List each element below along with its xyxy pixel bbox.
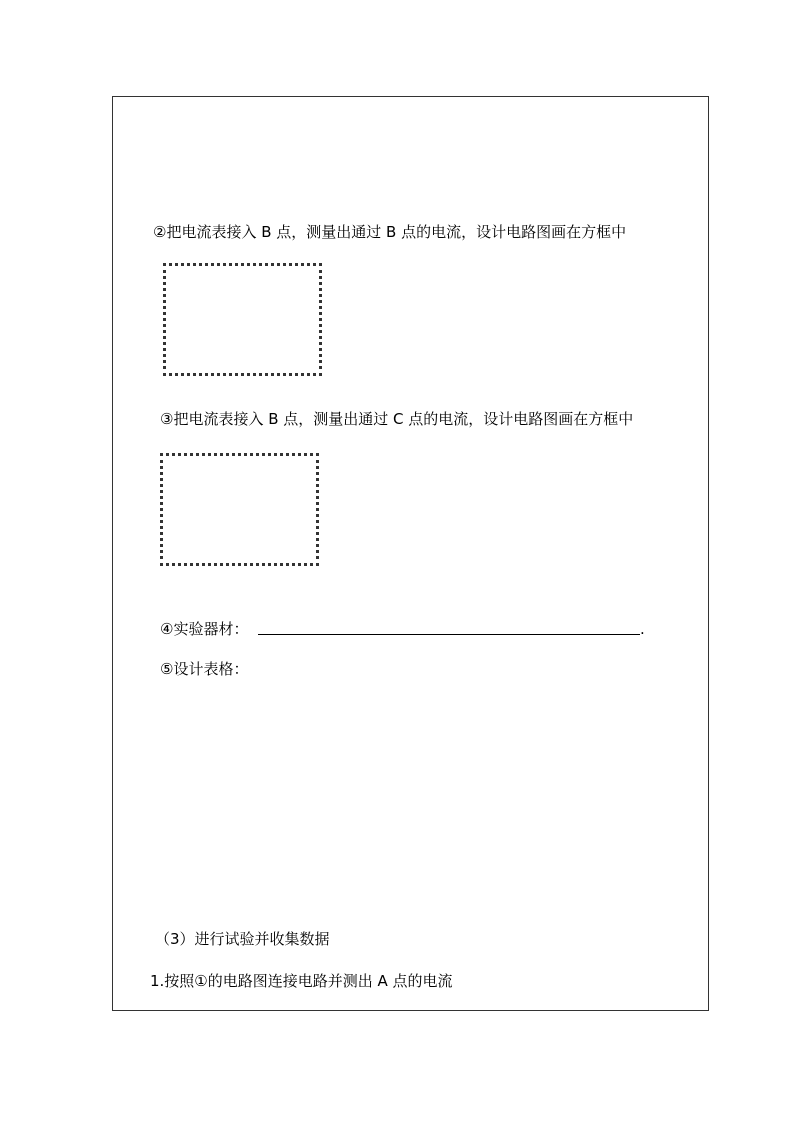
step2-instruction: ②把电流表接入 B 点，测量出通过 B 点的电流，设计电路图画在方框中: [153, 223, 627, 241]
step3-instruction: ③把电流表接入 B 点，测量出通过 C 点的电流，设计电路图画在方框中: [160, 410, 634, 428]
step3-diagram-box: [160, 453, 319, 566]
item1-instruction: 1.按照①的电路图连接电路并测出 A 点的电流: [150, 972, 453, 990]
step4-answer-blank[interactable]: [258, 614, 640, 635]
step4-end-period: .: [640, 620, 645, 638]
step5-label: ⑤设计表格：: [160, 660, 249, 678]
part3-heading: （3）进行试验并收集数据: [155, 930, 330, 948]
step2-diagram-box: [163, 263, 322, 376]
step4-label: ④实验器材：: [160, 620, 249, 638]
